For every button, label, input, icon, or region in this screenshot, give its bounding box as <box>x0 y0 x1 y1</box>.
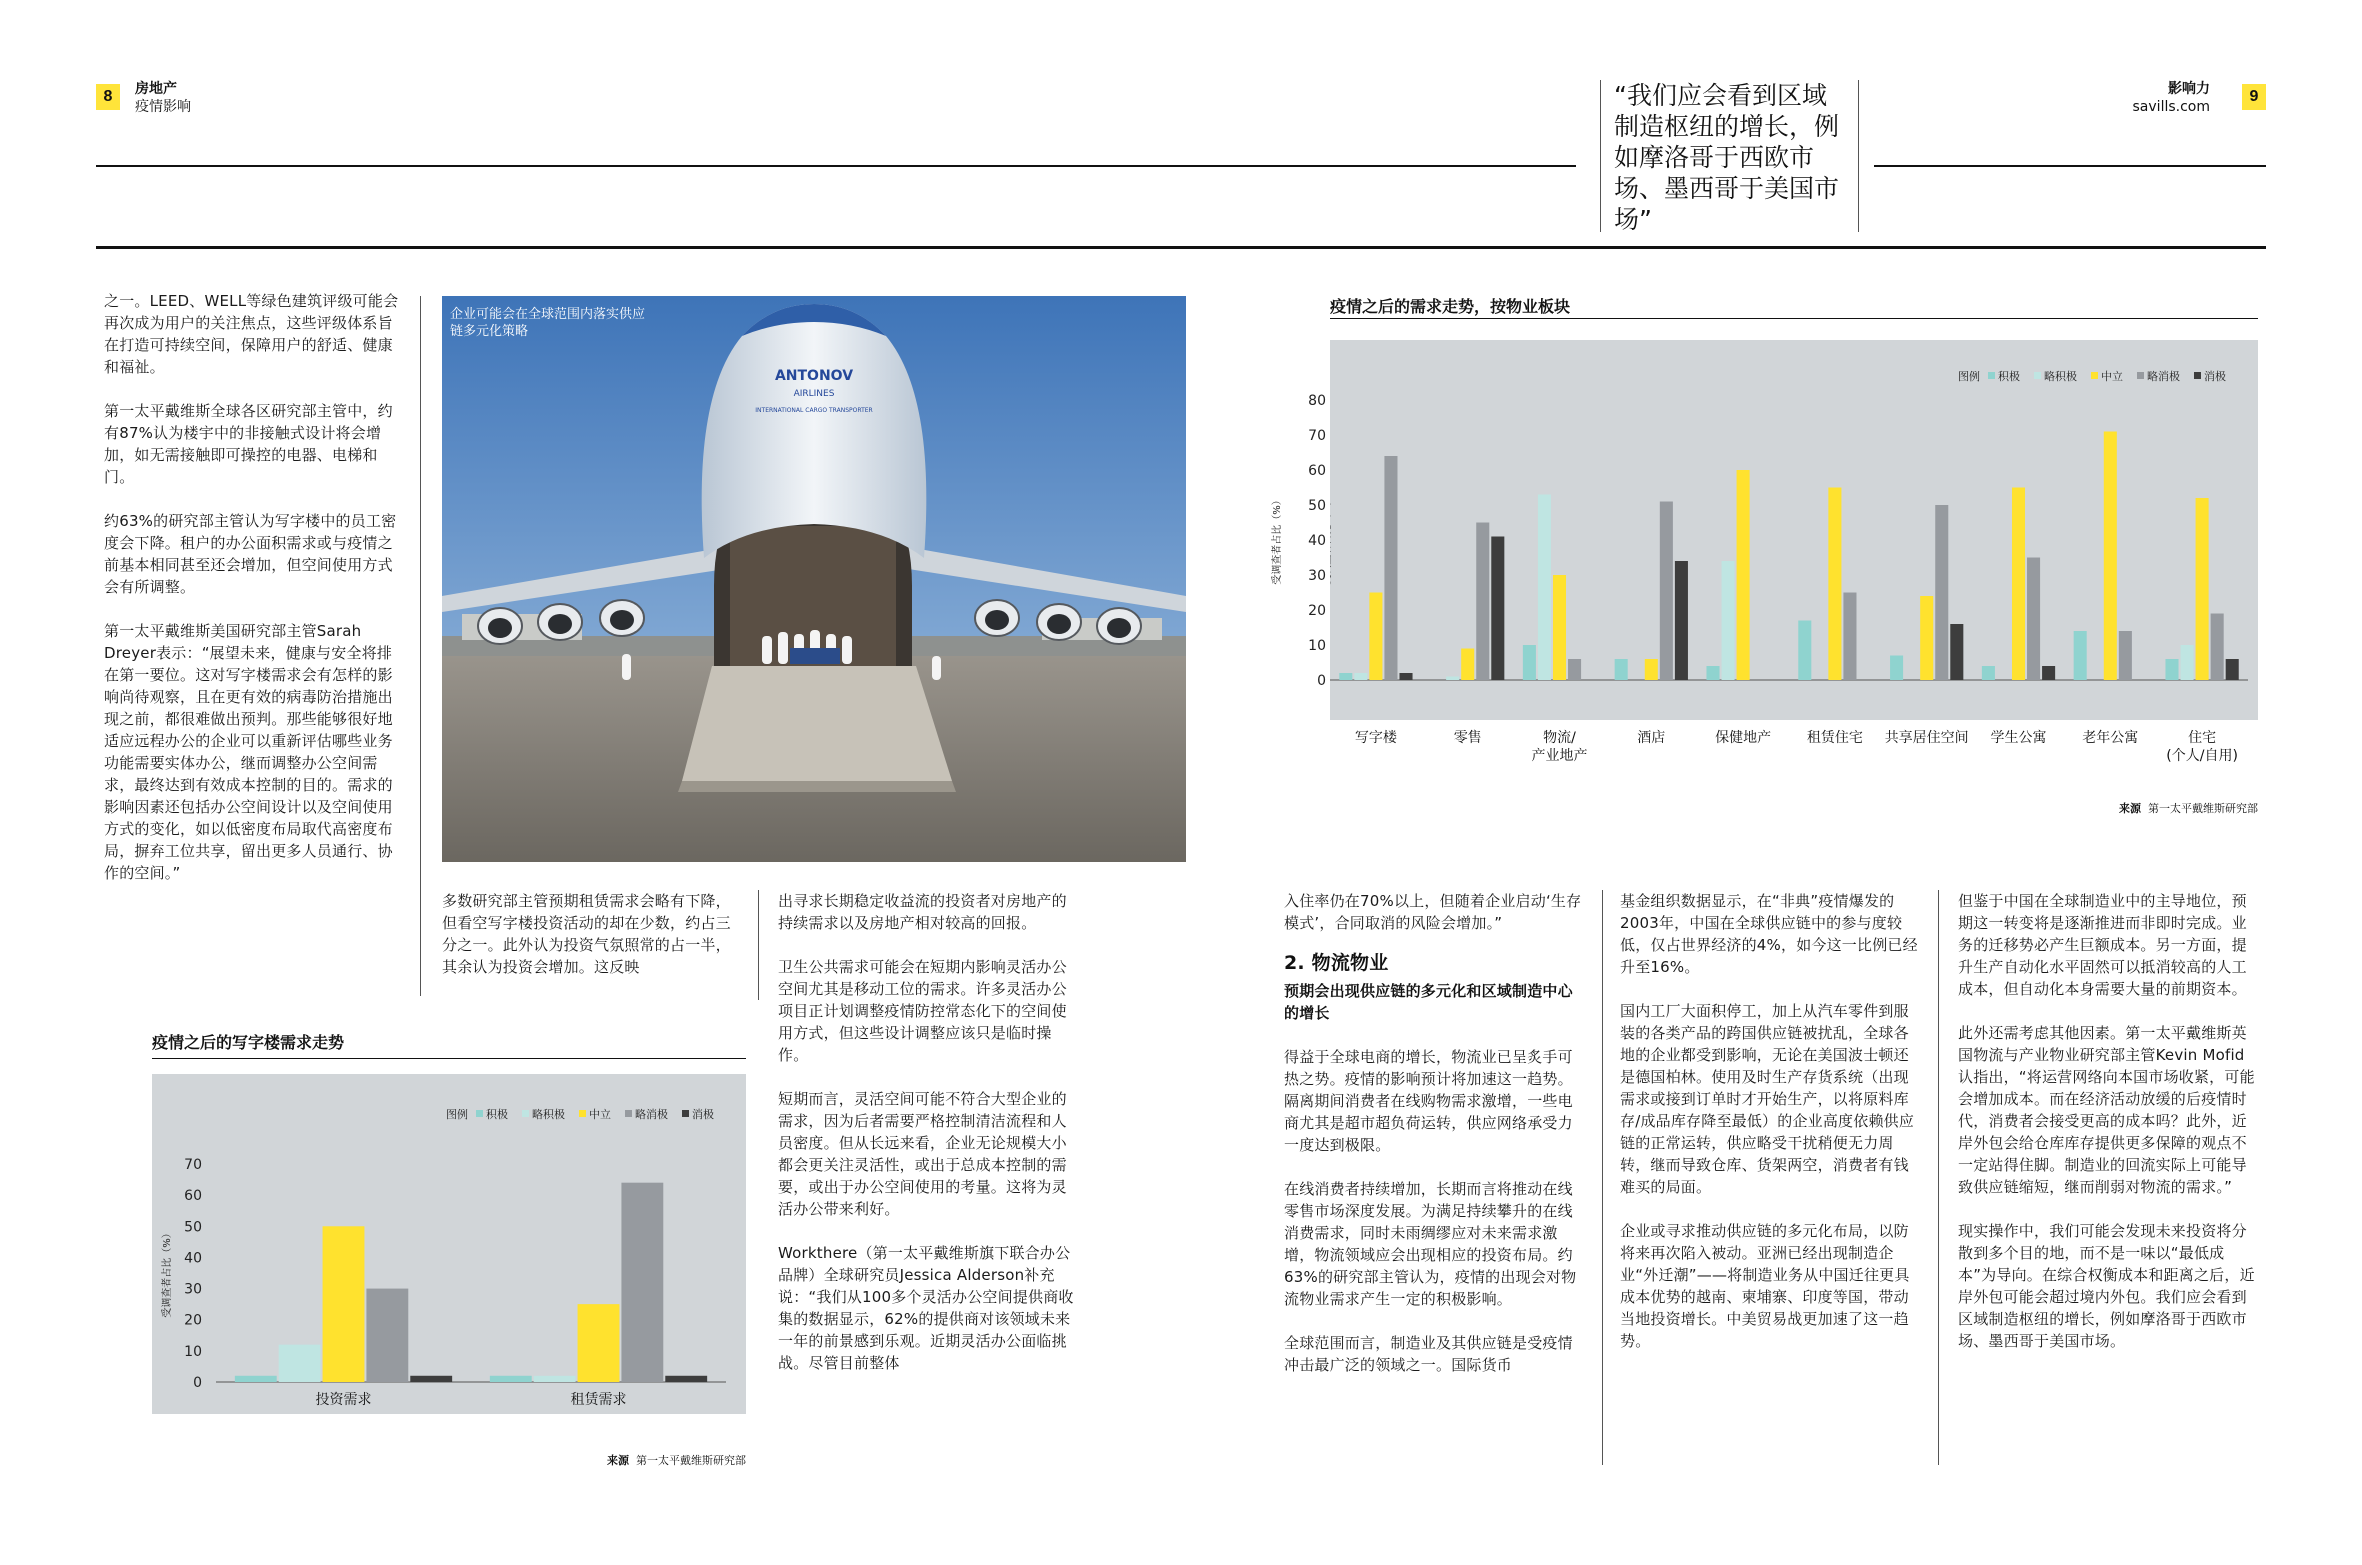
bar-积极 <box>1615 659 1628 680</box>
paragraph: 第一太平戴维斯全球各区研究部主管中，约有87%认为楼宇中的非接触式设计将会增加，如无需接触即可操控的电器、电梯和门。 <box>104 402 393 486</box>
paragraph: 此外还需考虑其他因素。第一太平戴维斯英国物流与产业物业研究部主管Kevin Mofid认指出，“将运营网络向本国市场收紧，可能会增加成本。而在经济活动放缓的后疫情时代，消费者会接受更高的成本吗？此外，近岸外包会给仓库库存提供更多保障的观点不一定站得住脚。制造业的回流实际上可能导致供应链缩短，继而削弱对物流的需求。” <box>1958 1024 2255 1196</box>
y-axis-label: 受调查者占比（%） <box>162 1228 173 1318</box>
bar-消极 <box>410 1376 452 1382</box>
bar-略消极 <box>366 1289 408 1382</box>
header-rule-left <box>96 165 1576 167</box>
legend-swatch <box>682 1110 689 1117</box>
legend-entry: 消极 <box>2204 370 2226 383</box>
legend-entry: 略积极 <box>532 1108 565 1121</box>
bar-中立 <box>1920 596 1933 680</box>
bar-中立 <box>2012 488 2025 681</box>
bar-消极 <box>2042 666 2055 680</box>
sector-chart-source <box>2040 800 2258 816</box>
legend-swatch <box>2194 372 2201 379</box>
y-tick-label: 50 <box>1308 498 1326 514</box>
antonov-cargo-aircraft-image <box>442 296 1186 862</box>
y-tick-label: 70 <box>184 1157 202 1173</box>
x-category-label: 物流/ <box>1543 730 1576 746</box>
y-tick-label: 30 <box>1308 568 1326 584</box>
paragraph: 卫生公共需求可能会在短期内影响灵活办公空间尤其是移动工位的需求。许多灵活办公项目正计划调整疫情防控常态化下的空间使用方式，但这些设计调整应该只是临时操作。 <box>778 958 1067 1064</box>
bar-略消极 <box>2211 614 2224 681</box>
bar-积极 <box>1706 666 1719 680</box>
office-chart-source <box>560 1452 746 1468</box>
section-subheading: 预期会出现供应链的多元化和区域制造中心的增长 <box>1284 982 1573 1022</box>
y-tick-label: 50 <box>184 1219 202 1236</box>
y-tick-label: 10 <box>1308 638 1326 654</box>
bar-略消极 <box>1660 502 1673 681</box>
chart-title-rule <box>152 1058 746 1059</box>
column-6 <box>1958 890 2258 1374</box>
column-1 <box>104 290 404 906</box>
bar-中立 <box>1461 649 1474 681</box>
source-text: 第一太平戴维斯研究部 <box>2148 802 2258 815</box>
header-right-label: 影响力 <box>2168 81 2210 97</box>
office-chart-panel <box>152 1074 746 1414</box>
bar-积极 <box>1798 621 1811 681</box>
bar-积极 <box>1339 673 1352 680</box>
column-divider <box>1938 890 1939 1465</box>
y-axis-label: 受调查者占比（%） <box>1272 495 1283 585</box>
legend-entry: 中立 <box>589 1108 611 1121</box>
source-label: 来源 <box>607 1454 629 1467</box>
sector-demand-chart <box>1330 340 2258 720</box>
bar-中立 <box>323 1226 365 1382</box>
bar-略消极 <box>621 1183 663 1382</box>
bar-略消极 <box>2027 558 2040 681</box>
paragraph: 现实操作中，我们可能会发现未来投资将分散到多个目的地，而不是一味以“最低成本”为导向。在综合权衡成本和距离之后，近岸外包可能会超过境内外包。我们应会看到区域制造枢纽的增长，例如摩洛哥于西欧市场、墨西哥于美国市场。 <box>1958 1222 2255 1350</box>
source-label: 来源 <box>2119 802 2141 815</box>
bar-中立 <box>1737 470 1750 680</box>
paragraph: 得益于全球电商的增长，物流业已呈炙手可热之势。疫情的影响预计将加速这一趋势。隔离期间消费者在线购物需求激增，一些电商尤其是超市超负荷运转，供应网络承受力一度达到极限。 <box>1284 1048 1573 1154</box>
x-category-label: (个人/自用) <box>2166 748 2238 764</box>
y-tick-label: 10 <box>184 1343 202 1360</box>
bar-略消极 <box>1935 505 1948 680</box>
header-rule-right <box>1874 165 2266 167</box>
bar-积极 <box>2165 659 2178 680</box>
bar-消极 <box>1491 537 1504 681</box>
bar-积极 <box>1890 656 1903 681</box>
photo-caption: 企业可能会在全球范围内落实供应链多元化策略 <box>450 307 646 339</box>
sector-chart-panel <box>1330 340 2258 720</box>
y-tick-label: 60 <box>184 1188 202 1205</box>
aircraft-photo <box>442 296 1186 862</box>
legend-swatch <box>1988 372 1995 379</box>
header-site: savills.com <box>2132 99 2210 115</box>
paragraph: 之一。LEED、WELL等绿色建筑评级可能会再次成为用户的关注焦点，这些评级体系旨在打造可持续空间，保障用户的舒适、健康和福祉。 <box>104 292 399 376</box>
y-tick-label: 40 <box>184 1250 202 1267</box>
bar-略积极 <box>1538 495 1551 681</box>
bar-略积极 <box>534 1376 576 1382</box>
bar-中立 <box>2104 432 2117 681</box>
office-chart-title: 疫情之后的写字楼需求走势 <box>152 1033 345 1052</box>
column-3 <box>778 890 1078 1396</box>
x-category-label: 老年公寓 <box>2082 730 2139 746</box>
legend-entry: 略消极 <box>635 1108 668 1121</box>
legend-entry: 略消极 <box>2147 370 2180 383</box>
nose-text: INTERNATIONAL CARGO TRANSPORTER <box>755 407 873 414</box>
bar-中立 <box>2196 498 2209 680</box>
sector-chart-y-axis <box>1270 340 1330 720</box>
main-rule <box>96 246 2266 249</box>
y-tick-label: 60 <box>1308 463 1326 479</box>
y-tick-label: 30 <box>184 1281 202 1298</box>
bar-积极 <box>1523 645 1536 680</box>
bar-略积极 <box>2181 645 2194 680</box>
bar-积极 <box>1982 666 1995 680</box>
page-number-right: 9 <box>2242 84 2266 110</box>
legend-swatch <box>2091 372 2098 379</box>
bar-略消极 <box>2119 631 2132 680</box>
x-category-label: 投资需求 <box>315 1392 372 1408</box>
legend-title: 图例 <box>446 1108 468 1121</box>
bar-中立 <box>1645 659 1658 680</box>
bar-消极 <box>1950 624 1963 680</box>
column-2 <box>442 890 742 1000</box>
x-category-label: 保健地产 <box>1715 730 1772 746</box>
bar-中立 <box>578 1304 620 1382</box>
section-label: 房地产 <box>135 81 177 97</box>
paragraph: 入住率仍在70%以上，但随着企业启动‘生存模式’，合同取消的风险会增加。” <box>1284 892 1582 932</box>
legend-entry: 积极 <box>486 1108 508 1121</box>
paragraph: 出寻求长期稳定收益流的投资者对房地产的持续需求以及房地产相对较高的回报。 <box>778 892 1067 932</box>
paragraph: 但鉴于中国在全球制造业中的主导地位，预期这一转变将是逐渐推进而非即时完成。业务的迁移势必产生巨额成本。另一方面，提升生产自动化水平固然可以抵消较高的人工成本，但自动化本身需要大量的前期资本。 <box>1958 892 2247 998</box>
x-category-label: 租赁需求 <box>570 1392 627 1408</box>
bar-消极 <box>1399 673 1412 680</box>
paragraph: 全球范围而言，制造业及其供应链是受疫情冲击最广泛的领域之一。国际货币 <box>1284 1334 1573 1374</box>
y-tick-label: 0 <box>193 1375 202 1391</box>
bar-略积极 <box>1722 561 1735 680</box>
paragraph: 在线消费者持续增加，长期而言将推动在线零售市场深度发展。为满足持续攀升的在线消费需求，同时未雨绸缪应对未来需求激增，物流领域应会出现相应的投资布局。约63%的研究部主管认为，疫情的出现会对物流物业需求产生一定的积极影响。 <box>1284 1180 1577 1308</box>
sector-chart-title: 疫情之后的需求走势，按物业板块 <box>1330 297 1571 316</box>
x-category-label: 学生公寓 <box>1990 730 2047 746</box>
pull-quote: “我们应会看到区域制造枢纽的增长，例如摩洛哥于西欧市场、墨西哥于美国市场” <box>1614 81 1840 234</box>
quote-rule-right <box>1858 80 1859 232</box>
chart-title-rule <box>1330 318 2258 319</box>
office-demand-chart <box>152 1074 746 1414</box>
nose-text: AIRLINES <box>793 389 835 399</box>
legend-swatch <box>625 1110 632 1117</box>
x-category-label: 住宅 <box>2188 730 2217 746</box>
x-category-label: 写字楼 <box>1354 730 1397 746</box>
page-number-left: 8 <box>96 84 120 110</box>
column-divider <box>420 296 421 996</box>
y-tick-label: 0 <box>1317 673 1326 689</box>
quote-rule-left <box>1600 80 1601 232</box>
column-divider <box>758 890 759 1000</box>
y-tick-label: 20 <box>1308 603 1326 619</box>
y-tick-label: 70 <box>1308 428 1326 444</box>
legend-swatch <box>476 1110 483 1117</box>
y-tick-label: 20 <box>184 1312 202 1329</box>
y-tick-label: 80 <box>1308 393 1326 409</box>
paragraph: Workthere（第一太平戴维斯旗下联合办公品牌）全球研究员Jessica Alderson补充说：“我们从100多个灵活办公空间提供商收集的数据显示，62%的提供商对该领域未来一年的前景感到乐观。近期灵活办公面临挑战。尽管目前整体 <box>778 1244 1074 1372</box>
column-divider <box>1602 890 1603 1465</box>
bar-中立 <box>1553 575 1566 680</box>
x-category-label: 租赁住宅 <box>1806 730 1863 746</box>
x-category-label: 零售 <box>1453 730 1482 746</box>
x-category-label: 酒店 <box>1637 730 1666 746</box>
legend-entry: 中立 <box>2101 370 2123 383</box>
bar-消极 <box>1675 561 1688 680</box>
chart-legend <box>1958 369 2226 383</box>
paragraph: 第一太平戴维斯美国研究部主管Sarah Dreyer表示：“展望未来，健康与安全将排在第一要位。这对写字楼需求会有怎样的影响尚待观察，且在更有效的病毒防治措施出现之前，都很难做出预判。那些能够很好地适应远程办公的企业可以重新评估哪些业务功能需要实体办公，继而调整办公空间需求，最终达到有效成本控制的目的。需求的影响因素还包括办公空间设计以及空间使用方式的变化，如以低密度布局取代高密度布局，摒弃工位共享，留出更多人员通行、协作的空间。” <box>104 622 393 882</box>
source-text: 第一太平戴维斯研究部 <box>636 1454 746 1467</box>
column-4 <box>1284 890 1584 1398</box>
bar-中立 <box>1828 488 1841 681</box>
bar-中立 <box>1369 593 1382 681</box>
column-5 <box>1620 890 1920 1374</box>
bar-消极 <box>665 1376 707 1382</box>
paragraph: 企业或寻求推动供应链的多元化布局，以防将来再次陷入被动。亚洲已经出现制造企业“外迁潮”——将制造业务从中国迁往更具成本优势的越南、柬埔寨、印度等国，带动当地投资增长。中美贸易战更加速了这一趋势。 <box>1620 1222 1910 1350</box>
bar-略消极 <box>1843 593 1856 681</box>
legend-entry: 消极 <box>692 1108 714 1121</box>
legend-swatch <box>579 1110 586 1117</box>
bar-积极 <box>235 1376 277 1382</box>
paragraph: 约63%的研究部主管认为写字楼中的员工密度会下降。租户的办公面积需求或与疫情之前基本相同甚至还会增加，但空间使用方式会有所调整。 <box>104 512 397 596</box>
bar-略消极 <box>1568 659 1581 680</box>
section-heading: 2. 物流物业 <box>1284 952 1389 974</box>
bar-消极 <box>2226 659 2239 680</box>
bar-略积极 <box>279 1345 321 1382</box>
paragraph: 多数研究部主管预期租赁需求会略有下降，但看空写字楼投资活动的却在少数，约占三分之一。此外认为投资气氛照常的占一半，其余认为投资会增加。这反映 <box>442 892 731 976</box>
bar-略消极 <box>1476 523 1489 681</box>
legend-entry: 略积极 <box>2044 370 2077 383</box>
x-category-label: 产业地产 <box>1531 748 1588 764</box>
x-category-label: 共享居住空间 <box>1884 730 1969 746</box>
legend-swatch <box>522 1110 529 1117</box>
paragraph: 短期而言，灵活空间可能不符合大型企业的需求，因为后者需要严格控制清洁流程和人员密度。但从长远来看，企业无论规模大小都会更关注灵活性，或出于总成本控制的需要，或出于办公空间使用的考量。这将为灵活办公带来利好。 <box>778 1090 1067 1218</box>
bar-略消极 <box>1384 456 1397 680</box>
nose-text: ANTONOV <box>774 368 854 384</box>
legend-swatch <box>2137 372 2144 379</box>
y-axis-label: 受调查者占比（%） <box>1330 495 1333 585</box>
paragraph: 国内工厂大面积停工，加上从汽车零件到服装的各类产品的跨国供应链被扰乱，全球各地的企业都受到影响，无论在美国波士顿还是德国柏林。使用及时生产存货系统（出现需求或接到订单时才开始生产，以将原料库存/成品库存降至最低）的企业高度依赖供应链的正常运转，供应略受干扰稍便无力周转，继而导致仓库、货架两空，消费者有钱难买的局面。 <box>1620 1002 1915 1196</box>
y-tick-label: 40 <box>1308 533 1326 549</box>
legend-swatch <box>2034 372 2041 379</box>
subsection-label: 疫情影响 <box>135 99 191 115</box>
paragraph: 基金组织数据显示，在“非典”疫情爆发的2003年，中国在全球供应链中的参与度较低，仅占世界经济的4%，如今这一比例已经升至16%。 <box>1620 892 1918 976</box>
bar-积极 <box>2074 631 2087 680</box>
bar-略积极 <box>1354 673 1367 680</box>
legend-title: 图例 <box>1958 370 1980 383</box>
bar-积极 <box>490 1376 532 1382</box>
chart-legend <box>446 1107 714 1121</box>
bar-略积极 <box>1446 677 1459 681</box>
legend-entry: 积极 <box>1998 370 2020 383</box>
